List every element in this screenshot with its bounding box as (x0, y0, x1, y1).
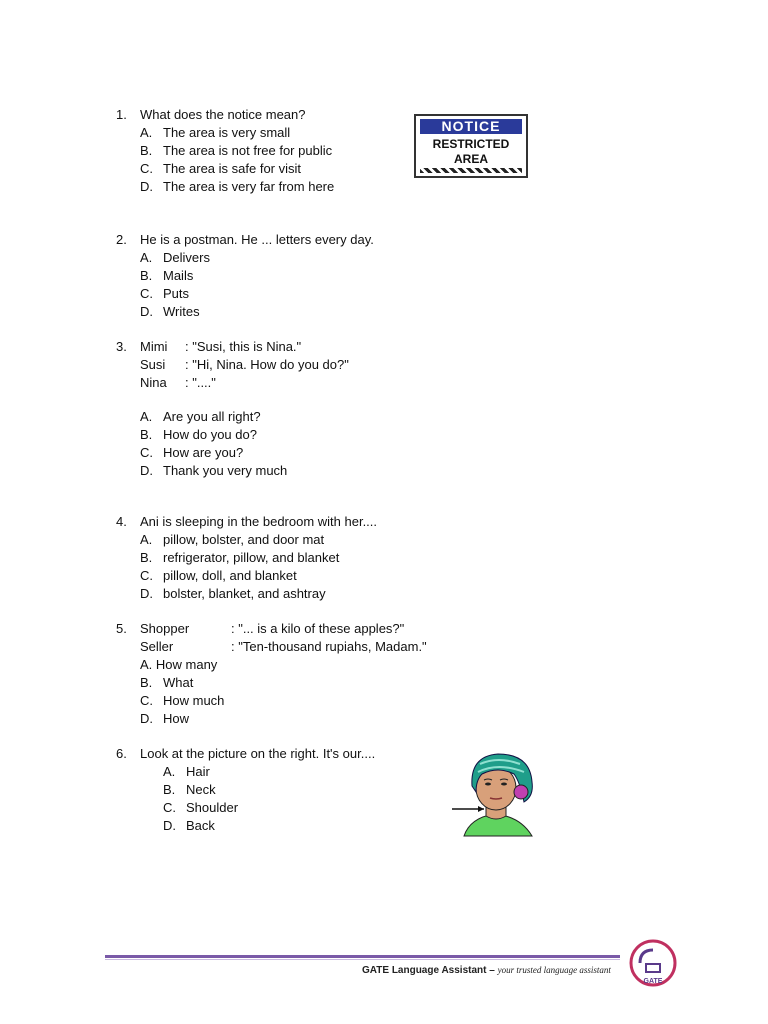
option-letter: D. (140, 304, 153, 319)
option-text: Delivers (163, 250, 210, 265)
option-text: refrigerator, pillow, and blanket (163, 550, 340, 565)
notice-sign-header: NOTICE (420, 119, 522, 134)
question-number: 2. (116, 232, 127, 247)
option-text: How (163, 711, 190, 726)
option-text: The area is not free for public (163, 143, 333, 158)
option-text: Shoulder (186, 800, 239, 815)
option-text: Writes (163, 304, 200, 319)
question-number: 4. (116, 514, 127, 529)
option-text: pillow, bolster, and door mat (163, 532, 325, 547)
option-letter: B. (140, 675, 153, 690)
option-letter: D. (140, 711, 153, 726)
option-letter: C. (140, 445, 153, 460)
option-letter: C. (140, 693, 153, 708)
footer-divider-shadow (105, 959, 620, 960)
question-text: He is a postman. He ... letters every day. (140, 232, 374, 247)
question-text: What does the notice mean? (140, 107, 306, 122)
question-number: 1. (116, 107, 127, 122)
option-text: Mails (163, 268, 194, 283)
dialogue-speaker: Nina (140, 375, 167, 390)
question-number: 5. (116, 621, 127, 636)
option-letter: A. (140, 532, 153, 547)
dialogue-speaker: Shopper (140, 621, 190, 636)
question-number: 3. (116, 339, 127, 354)
option-text: A. How many (140, 657, 218, 672)
question-number: 6. (116, 746, 127, 761)
question-text: Look at the picture on the right. It's our.... (140, 746, 376, 761)
option-text: The area is very small (163, 125, 291, 140)
dialogue-line: : "Ten-thousand rupiahs, Madam." (231, 639, 427, 654)
gate-logo-text: GATE (643, 978, 663, 985)
question-text: Ani is sleeping in the bedroom with her.... (140, 514, 378, 529)
notice-sign-line2: AREA (453, 152, 488, 166)
option-text: How much (163, 693, 225, 708)
option-letter: A. (140, 125, 153, 140)
option-text: Thank you very much (163, 463, 288, 478)
option-letter: B. (163, 782, 176, 797)
notice-sign-image (414, 114, 528, 178)
dialogue-speaker: Susi (140, 357, 166, 372)
dialogue-speaker: Mimi (140, 339, 168, 354)
option-letter: B. (140, 427, 153, 442)
option-text: Back (186, 818, 215, 833)
gate-logo (628, 938, 678, 988)
option-letter: D. (140, 463, 153, 478)
footer-brand-name: GATE Language Assistant – (362, 965, 495, 976)
option-text: Hair (186, 764, 210, 779)
dialogue-line: : "Susi, this is Nina." (185, 339, 302, 354)
option-letter: A. (163, 764, 176, 779)
option-text: The area is safe for visit (163, 161, 301, 176)
option-text: What (163, 675, 194, 690)
notice-sign-line1: RESTRICTED (432, 137, 510, 151)
footer-brand (362, 965, 611, 976)
option-letter: D. (163, 818, 176, 833)
option-letter: C. (140, 286, 153, 301)
woman-neck-illustration (448, 752, 548, 838)
option-letter: C. (163, 800, 176, 815)
option-text: Are you all right? (163, 409, 261, 424)
option-letter: C. (140, 161, 153, 176)
option-letter: A. (140, 409, 153, 424)
option-text: The area is very far from here (163, 179, 335, 194)
footer-tagline: your trusted language assistant (497, 965, 611, 975)
dialogue-speaker: Seller (140, 639, 174, 654)
option-text: pillow, doll, and blanket (163, 568, 297, 583)
footer-divider (105, 955, 620, 958)
option-letter: D. (140, 179, 153, 194)
option-letter: C. (140, 568, 153, 583)
option-text: How do you do? (163, 427, 257, 442)
option-text: bolster, blanket, and ashtray (163, 586, 326, 601)
option-letter: B. (140, 143, 153, 158)
option-text: Puts (163, 286, 190, 301)
option-letter: B. (140, 268, 153, 283)
option-text: Neck (186, 782, 216, 797)
option-letter: A. (140, 250, 153, 265)
dialogue-line: : "... is a kilo of these apples?" (231, 621, 405, 636)
option-letter: D. (140, 586, 153, 601)
dialogue-line: : "...." (185, 375, 216, 390)
hazard-stripe (420, 168, 522, 173)
dialogue-line: : "Hi, Nina. How do you do?" (185, 357, 349, 372)
option-letter: B. (140, 550, 153, 565)
option-text: How are you? (163, 445, 244, 460)
